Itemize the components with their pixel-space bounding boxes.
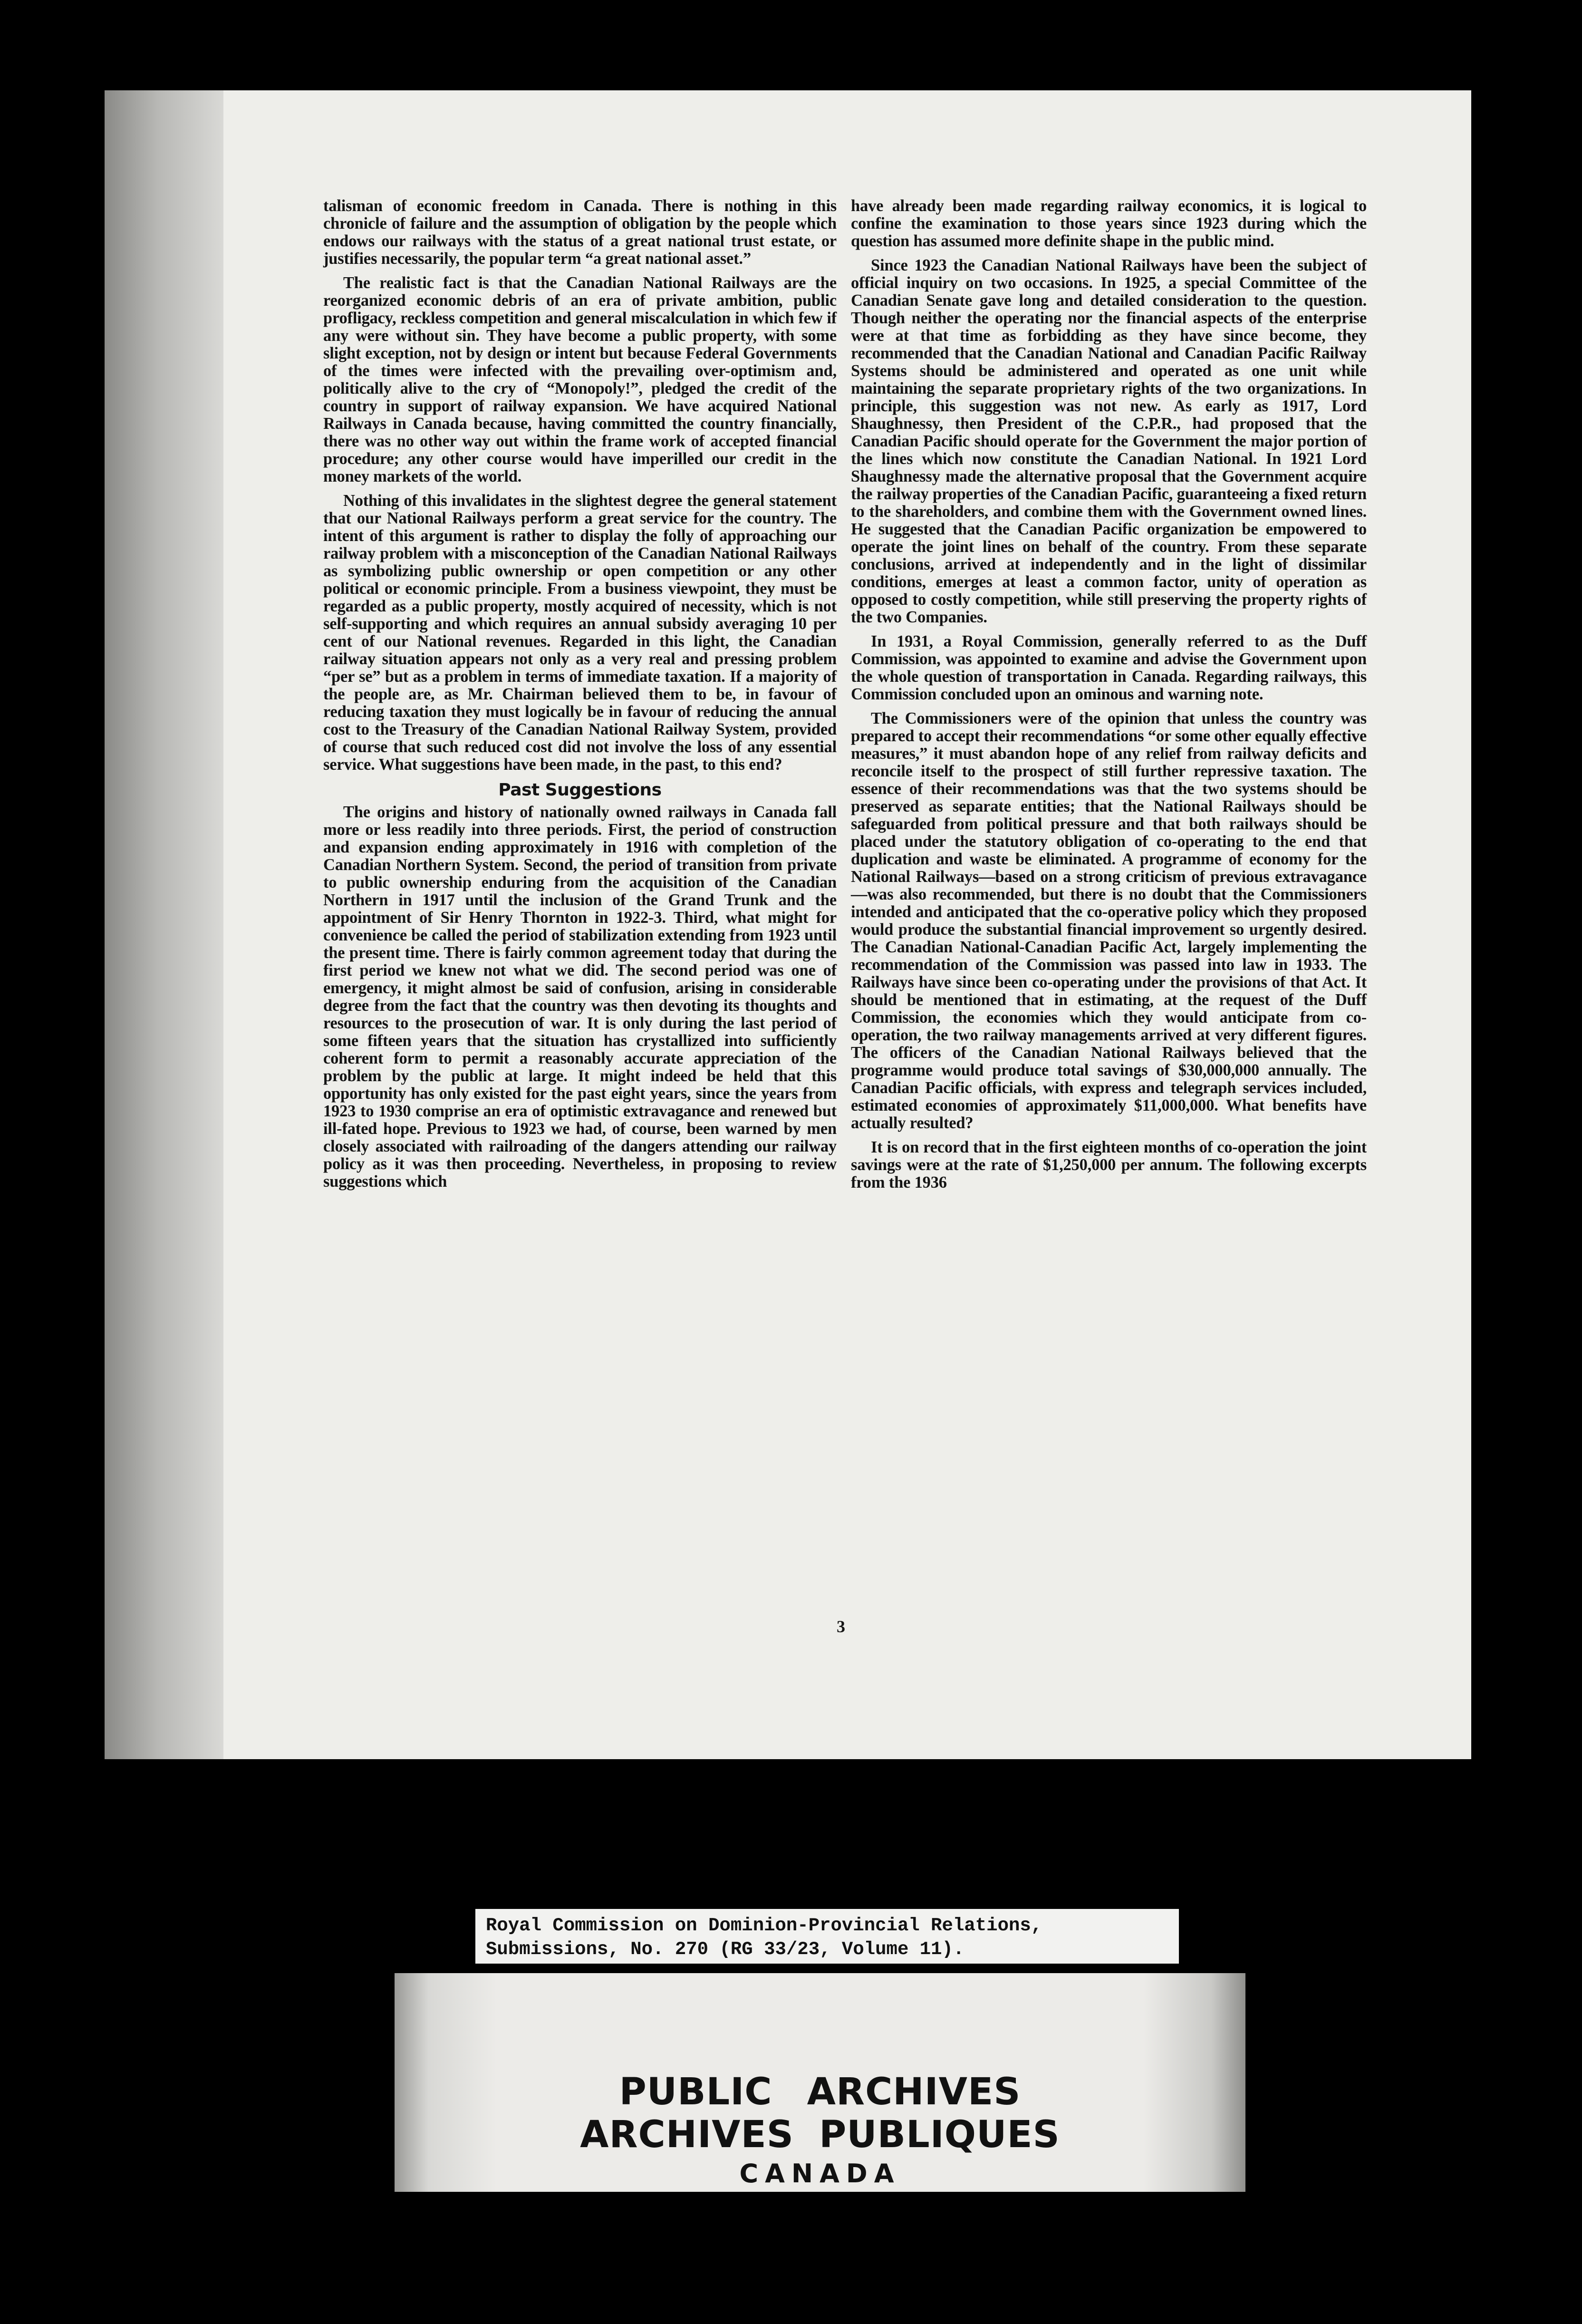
paragraph: In 1931, a Royal Commission, generally referred to as the Duff Commission, was appointed to examine and advise the Government upon the whole question of transportation in Canada. Regarding railways, this Commission concluded upon an ominous and warning note. — [851, 632, 1367, 703]
source-slip — [475, 1909, 1179, 1964]
section-heading: Past Suggestions — [498, 780, 662, 800]
paragraph: The origins and history of nationally owned railways in Canada fall more or less readily into three periods. First, the period of construction and expansion ending approximately in 1916 with completion of the Canadian Northern System. Second, the period of transition from private to public ownership enduring from the acquisition of the Canadian Northern in 1917 until the inclusion of the Grand Trunk and the appointment of Sir Henry Thornton in 1922-3. Third, what might for convenience be called the period of stabilization extending from 1923 until the present time. There is fairly common agreement today that during the first period we knew not what we did. The second period was one of emergency, it might almost be said of confusion, arising in considerable degree from the fact that the country was then devoting its thoughts and resources to the prosecution of war. It is only during the last period of some fifteen years that the situation has crystallized into sufficiently coherent form to permit a reasonably accurate appreciation of the problem by the public at large. It might indeed be held that this opportunity has only existed for the past eight years, since the years from 1923 to 1930 comprise an era of optimistic extravagance and renewed but ill-fated hope. Previous to 1923 we had, of course, been warned by men closely associated with railroading of the dangers attending our railway policy as it was then proceeding. Nevertheless, in proposing to review suggestions which — [323, 803, 837, 1191]
page-edge-shadow — [105, 90, 223, 1759]
scanned-page — [105, 90, 1471, 1759]
archives-stamp — [395, 1973, 1245, 2192]
paragraph: Since 1923 the Canadian National Railways have been the subject of official inquiry on two occasions. In 1925, a special Committee of the Canadian Senate gave long and detailed consideration to the question. Though neither the operating nor the financial aspects of the enterprise were at that time as forbidding as they have since become, they recommended that the Canadian National and Canadian Pacific Railway Systems should be administered and operated as one unit while maintaining the separate proprietary rights of the two organizations. In principle, this suggestion was not new. As early as 1917, Lord Shaughnessy, then President of the C.P.R., had proposed that the Canadian Pacific should operate for the Government the major portion of the lines which now constitute the Canadian National. In 1921 Lord Shaughnessy made the alternative proposal that the Government acquire the railway properties of the Canadian Pacific, guaranteeing a fixed return to the shareholders, and combine them with the Government owned lines. He suggested that the Canadian Pacific organization be empowered to operate the joint lines on behalf of the country. From these separate conclusions, arrived at independently and in the light of dissimilar conditions, emerges at least a common factor, unity of operation as opposed to costly competition, while still preserving the property rights of the two Companies. — [851, 256, 1367, 626]
left-column — [323, 197, 837, 1197]
source-slip-line: Submissions, No. 270 (RG 33/23, Volume 11). — [486, 1939, 965, 1960]
paragraph: The realistic fact is that the Canadian National Railways are the reorganized economic debris of an era of private ambition, public profligacy, reckless competition and general miscalculation in which few if any were without sin. They have become a public property, with some slight exception, not by design or intent but because Federal Governments of the times were infected with the prevailing over-optimism and, politically alive to the cry of “Monopoly!”, pledged the credit of the country in support of railway expansion. We have acquired National Railways in Canada because, having committed the country financially, there was no other way out within the frame work of accepted financial procedure; any other course would have imperilled our credit in the money markets of the world. — [323, 274, 837, 485]
stamp-line-country: CANADA — [739, 2159, 901, 2188]
stamp-line-french: ARCHIVES PUBLIQUES — [580, 2113, 1060, 2156]
paragraph: The Commissioners were of the opinion that unless the country was prepared to accept their recommendations “or some other equally effective measures,” it must abandon hope of any relief from railway deficits and reconcile itself to the prospect of still further repressive taxation. The essence of their recommendations was that the two systems should be preserved as separate entities; that the National Railways should be safeguarded from political pressure and that both railways should be placed under the statutory obligation of co-operating to the end that duplication and waste be eliminated. A programme of economy for the National Railways—based on a strong criticism of previous extravagance—was also recommended, but there is no doubt that the Commissioners intended and anticipated that the co-operative policy which they proposed would produce the substantial financial improvement so urgently desired. The Canadian National-Canadian Pacific Act, largely implementing the recommendation of the Commission was passed into law in 1933. The Railways have since been co-operating under the provisions of that Act. It should be mentioned that in estimating, at the request of the Duff Commission, the economies which they would anticipate from co-operation, the two railway managements arrived at very different figures. The officers of the Canadian National Railways believed that the programme would produce total savings of $30,000,000 annually. The Canadian Pacific officials, with express and telegraph services included, estimated economies of approximately $11,000,000. What benefits have actually resulted? — [851, 709, 1367, 1132]
source-slip-line: Royal Commission on Dominion-Provincial Relations, — [486, 1915, 1042, 1936]
stamp-line-english: PUBLIC ARCHIVES — [619, 2071, 1021, 2113]
paragraph: talisman of economic freedom in Canada. There is nothing in this chronicle of failure and the assumption of obligation by the people which endows our railways with the status of a great national trust estate, or justifies necessarily, the popular term “a great national asset.” — [323, 197, 837, 268]
right-column — [851, 197, 1367, 1198]
paragraph: have already been made regarding railway economics, it is logical to confine the examination to those years since 1923 during which the question has assumed more definite shape in the public mind. — [851, 197, 1367, 250]
page-number: 3 — [837, 1617, 845, 1636]
paragraph: It is on record that in the first eighteen months of co-operation the joint savings were at the rate of $1,250,000 per annum. The following excerpts from the 1936 — [851, 1138, 1367, 1191]
paragraph: Nothing of this invalidates in the slightest degree the general statement that our National Railways perform a great service for the country. The intent of this argument is rather to display the folly of approaching our railway problem with a misconception of the Canadian National Railways as symbolizing public ownership or open competition or any other political or economic principle. From a business viewpoint, they must be regarded as a public property, mostly acquired of necessity, which is not self-supporting and which requires an annual subsidy averaging 10 per cent of our National revenues. Regarded in this light, the Canadian railway situation appears not only as a very real and pressing problem “per se” but as a problem in terms of immediate taxation. If a majority of the people are, as Mr. Chairman believed them to be, in favour of reducing taxation they must logically be in favour of reducing the annual cost to the Treasury of the Canadian National Railway System, provided of course that such reduced cost did not involve the loss of any essential service. What suggestions have been made, in the past, to this end? — [323, 492, 837, 774]
